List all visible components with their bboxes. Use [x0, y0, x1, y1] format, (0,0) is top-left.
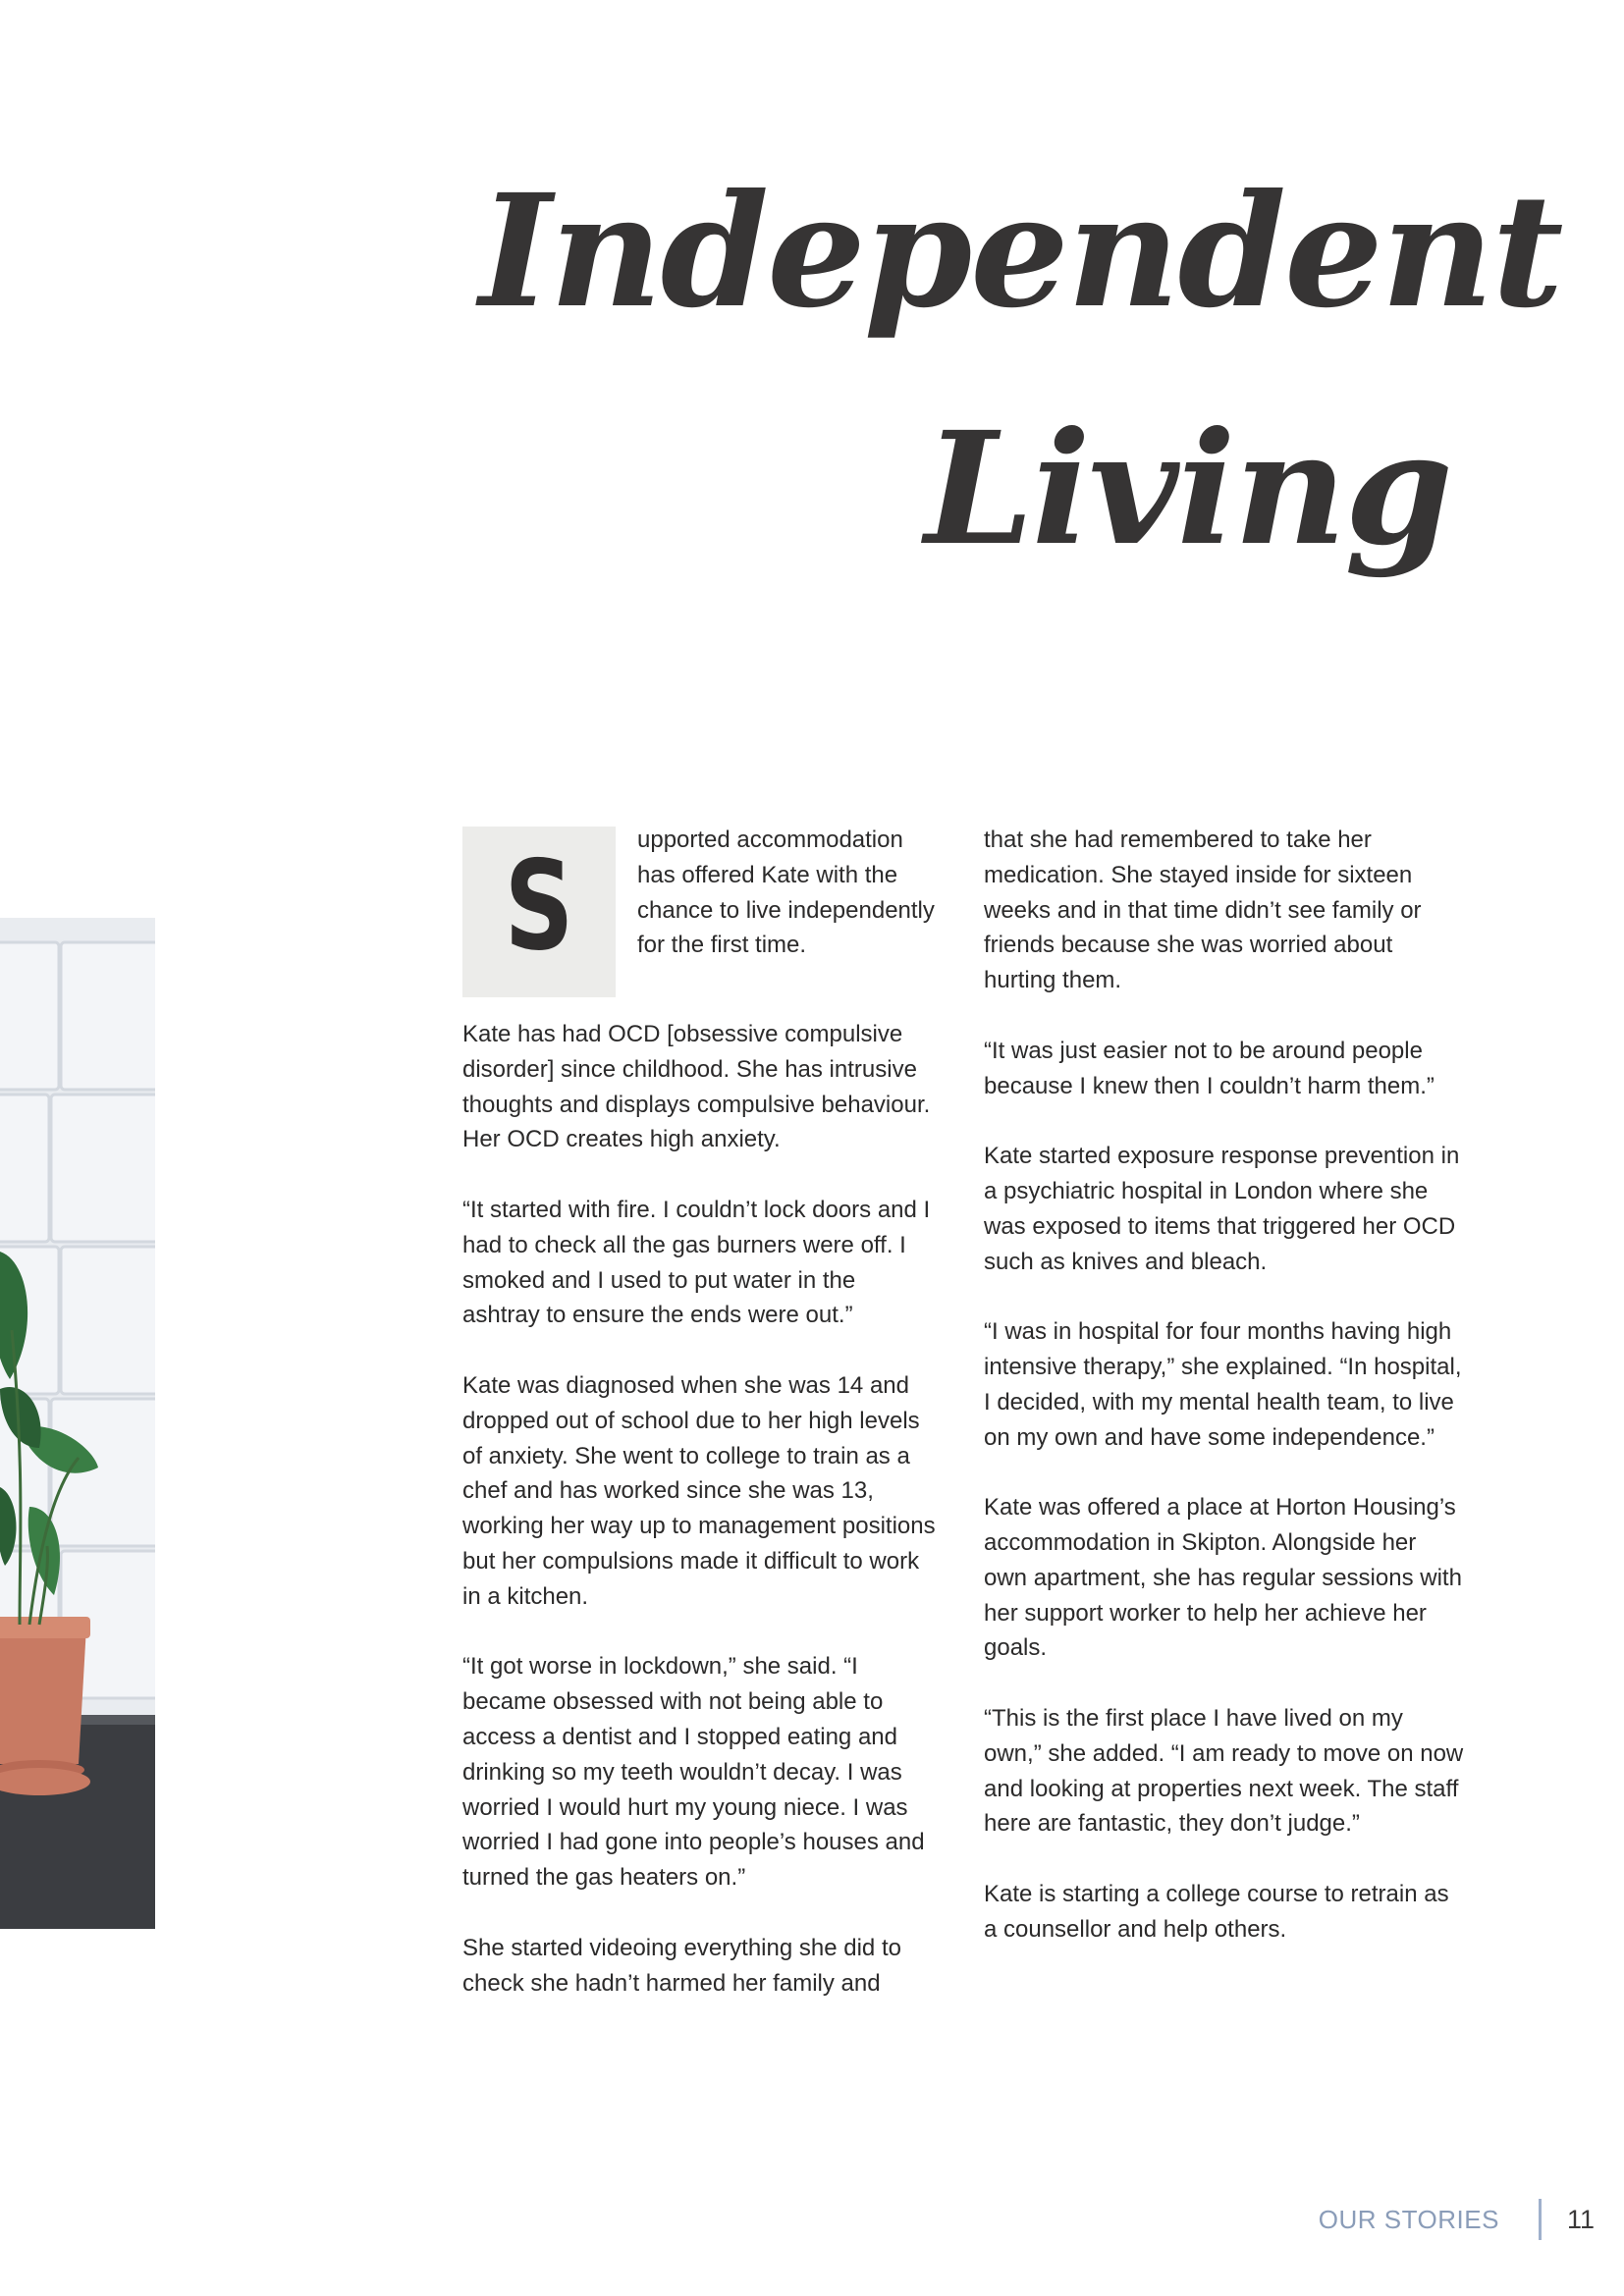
- lead-paragraph: upported accommodation has offered Kate with the chance to live independently for the first time.: [637, 827, 935, 959]
- page-number: 11: [1566, 2204, 1595, 2234]
- body-paragraph: “This is the first place I have lived on my own,” she added. “I am ready to move on now and looking at properties next week. The staff here are fantastic, they don’t judge.”: [984, 1704, 1464, 1838]
- body-paragraph: Kate is starting a college course to retrain as a counsellor and help others.: [984, 1880, 1449, 1943]
- article-column-right: [984, 823, 1465, 1982]
- kitchen-plant-photo: [0, 918, 155, 1929]
- body-paragraph: “It started with fire. I couldn’t lock doors and I had to check all the gas burners were off. I smoked and I used to put water in the ashtray to ensure the ends were out.”: [462, 1196, 931, 1329]
- section-name: OUR STORIES: [1318, 2204, 1499, 2234]
- body-paragraph: “It got worse in lockdown,” she said. “I became obsessed with not being able to access a dentist and I stopped eating and drinking so my teeth wouldn’t decay. I was worried I would hurt my young niece. I was worried I had gone into people’s houses and turned the gas heaters on.”: [462, 1653, 925, 1892]
- body-paragraph: Kate was offered a place at Horton Housing’s accommodation in Skipton. Alongside her own apartment, she has regular sessions with her support worker to help her achieve her goals.: [984, 1494, 1462, 1662]
- body-paragraph: Kate was diagnosed when she was 14 and dropped out of school due to her high levels of anxiety. She went to college to train as a chef and has worked since she was 13, working her way up to management positions but her compulsions made it difficult to work in a kitchen.: [462, 1371, 936, 1610]
- body-paragraph: “I was in hospital for four months having high intensive therapy,” she explained. “In hospital, I decided, with my mental health team, to live on my own and have some independence.”: [984, 1318, 1462, 1451]
- footer-divider: [1539, 2199, 1542, 2240]
- body-paragraph: “It was just easier not to be around people because I knew then I couldn’t harm them.”: [984, 1037, 1435, 1099]
- body-paragraph: Kate started exposure response prevention in a psychiatric hospital in London where she was exposed to items that triggered her OCD such as knives and bleach.: [984, 1143, 1460, 1275]
- body-paragraph: that she had remembered to take her medication. She stayed inside for sixteen weeks and in that time didn’t see family or friends because she was worried about hurting them.: [984, 827, 1422, 994]
- body-paragraph: Kate has had OCD [obsessive compulsive disorder] since childhood. She has intrusive thoughts and displays compulsive behaviour. Her OCD creates high anxiety.: [462, 1021, 931, 1153]
- article-column-left: [462, 823, 938, 2036]
- drop-cap: [462, 827, 616, 997]
- article-title-line-1: Independent: [479, 161, 1562, 343]
- page-footer: [1319, 2195, 1595, 2244]
- article-title-line-2: Living: [924, 399, 1451, 580]
- body-paragraph: She started videoing everything she did to check she hadn’t harmed her family and: [462, 1934, 901, 1997]
- drop-cap-letter: S: [504, 833, 574, 978]
